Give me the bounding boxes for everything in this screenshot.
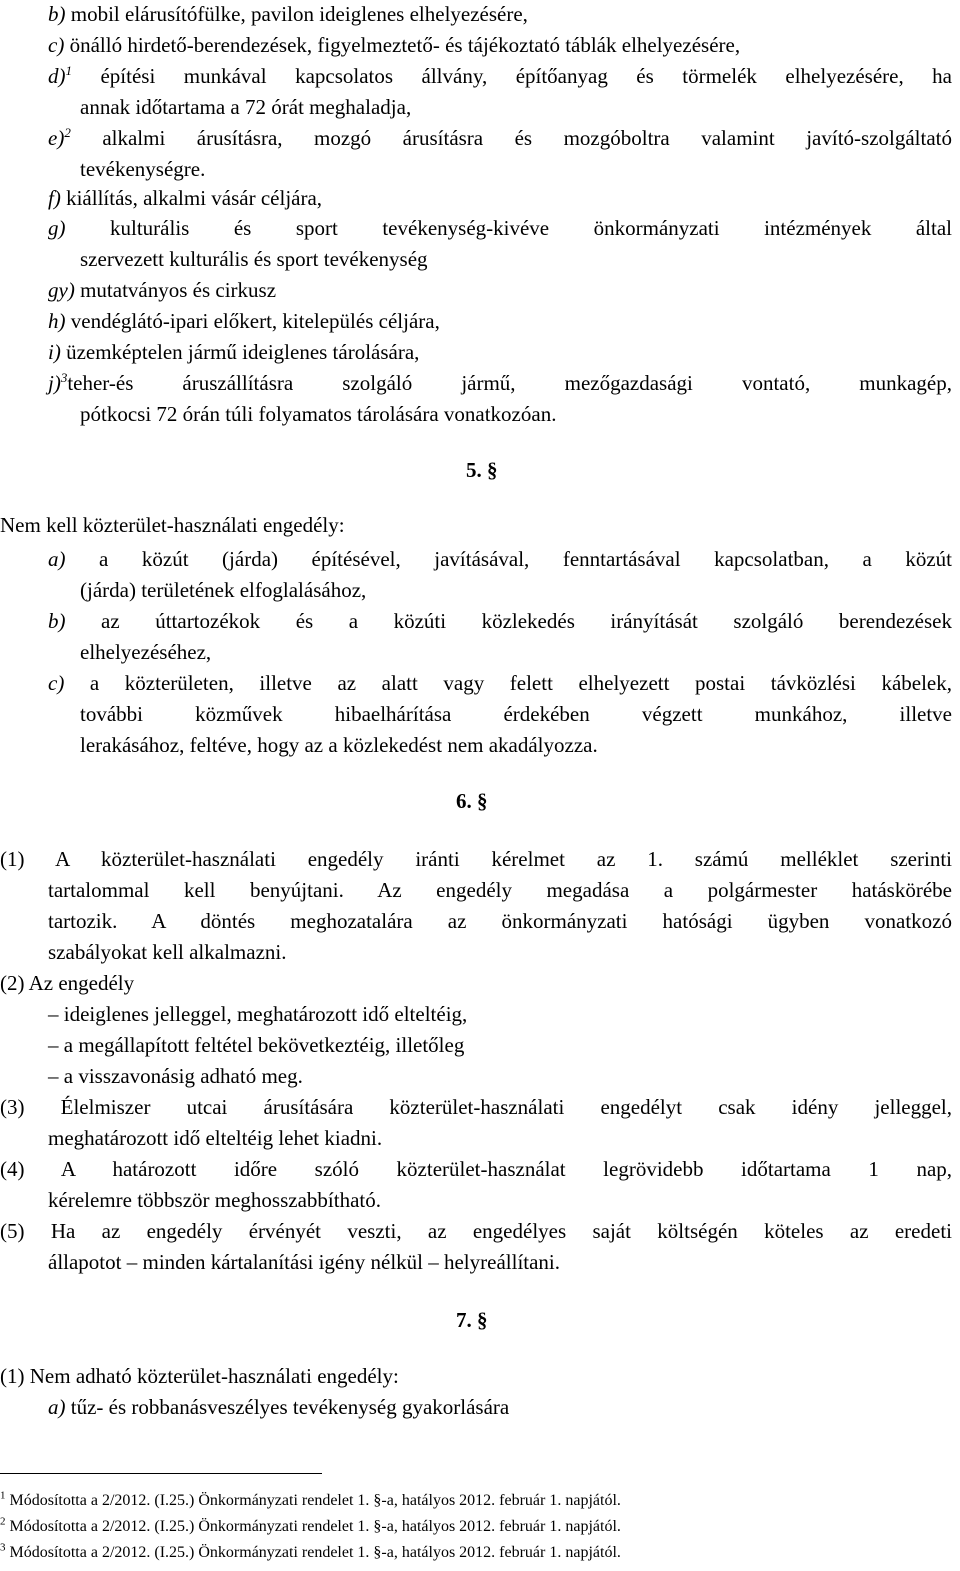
item-label: b) bbox=[48, 609, 66, 633]
item-text: az úttartozékok és a közúti közlekedés irányítását szolgáló berendezések bbox=[101, 609, 953, 633]
section-5-item-b-line2: elhelyezéséhez, bbox=[80, 640, 212, 664]
item-text: önálló hirdető-berendezések, figyelmeztető- és tájékoztató táblák elhelyezésére, bbox=[69, 33, 741, 57]
footnote-text: Módosította a 2/2012. (I.25.) Önkormányzati rendelet 1. §-a, hatályos 2012. február 1. napjától. bbox=[9, 1544, 621, 1561]
para-number: (4) bbox=[0, 1157, 25, 1181]
para-text: A közterület-használati engedély iránti kérelmet az 1. számú melléklet szerinti bbox=[55, 847, 953, 871]
list-item-j-line1 bbox=[48, 370, 952, 395]
list-item-d-line2: annak időtartama a 72 órát meghaladja, bbox=[80, 95, 412, 119]
footnote-number: 3 bbox=[0, 1541, 6, 1554]
item-text: teher-és áruszállításra szolgáló jármű, mezőgazdasági vontató, munkagép, bbox=[67, 371, 952, 395]
footnote-text: Módosította a 2/2012. (I.25.) Önkormányzati rendelet 1. §-a, hatályos 2012. február 1. napjától. bbox=[9, 1492, 621, 1509]
list-item-j-line2: pótkocsi 72 órán túli folyamatos tárolására vonatkozóan. bbox=[80, 402, 557, 426]
para-number: (1) bbox=[0, 847, 25, 871]
item-label: b) bbox=[48, 2, 66, 26]
list-item-f bbox=[48, 188, 322, 209]
item-label: a) bbox=[48, 1395, 66, 1419]
section-5-item-c-line3: lerakásához, feltéve, hogy az a közlekedést nem akadályozza. bbox=[80, 733, 598, 757]
section-5-item-a-line1 bbox=[48, 549, 952, 570]
item-label: gy) bbox=[48, 278, 75, 302]
section-6-para-5-line2: állapotot – minden kártalanítási igény nélkül – helyreállítani. bbox=[48, 1250, 561, 1274]
list-item-h bbox=[48, 311, 440, 332]
footnote-2 bbox=[0, 1515, 621, 1535]
para-number: (5) bbox=[0, 1219, 25, 1243]
item-label: f) bbox=[48, 186, 61, 210]
list-item-e-line2: tevékenységre. bbox=[80, 157, 206, 181]
section-7-heading: 7. § bbox=[456, 1308, 488, 1332]
para-number: (2) bbox=[0, 971, 25, 995]
list-item-g-line1 bbox=[48, 218, 952, 239]
item-text: a közút (járda) építésével, javításával, fenntartásával kapcsolatban, a közút bbox=[99, 547, 952, 571]
item-text: mobil elárusítófülke, pavilon ideiglenes elhelyezésére, bbox=[70, 2, 528, 26]
section-7-item-a bbox=[48, 1397, 509, 1418]
para-number: (1) bbox=[0, 1364, 25, 1388]
footnote-ref: 2 bbox=[64, 125, 71, 140]
item-text: tűz- és robbanásveszélyes tevékenység gyakorlására bbox=[70, 1395, 510, 1419]
footnote-1 bbox=[0, 1489, 621, 1509]
section-6-para-1-line3: tartozik. A döntés meghozatalára az önkormányzati hatósági ügyben vonatkozó bbox=[48, 909, 952, 933]
section-6-para-2 bbox=[0, 973, 134, 994]
section-5-item-a-line2: (járda) területének elfoglalásához, bbox=[80, 578, 367, 602]
list-item-c bbox=[48, 35, 740, 56]
section-5-heading: 5. § bbox=[466, 458, 498, 482]
para-number: (3) bbox=[0, 1095, 25, 1119]
section-6-para-4-line2: kérelemre többször meghosszabbítható. bbox=[48, 1188, 381, 1212]
section-5-intro: Nem kell közterület-használati engedély: bbox=[0, 513, 345, 537]
list-item-e-line1 bbox=[48, 125, 952, 150]
item-text: alkalmi árusításra, mozgó árusításra és mozgóboltra valamint javító-szolgáltató bbox=[102, 126, 952, 150]
footnote-ref: 3 bbox=[60, 370, 68, 385]
para-text: Az engedély bbox=[28, 971, 135, 995]
section-6-para-3-line1 bbox=[0, 1097, 952, 1118]
section-6-para-2-dash-2: – a megállapított feltétel bekövetkeztéig, illetőleg bbox=[48, 1033, 465, 1057]
section-6-para-2-dash-3: – a visszavonásig adható meg. bbox=[48, 1064, 303, 1088]
section-6-para-5-line1 bbox=[0, 1221, 952, 1242]
section-5-item-b-line1 bbox=[48, 611, 952, 632]
list-item-g-line2: szervezett kulturális és sport tevékenység bbox=[80, 247, 428, 271]
list-item-i bbox=[48, 342, 419, 363]
footnote-number: 1 bbox=[0, 1489, 6, 1502]
item-text: vendéglátó-ipari előkert, kitelepülés céljára, bbox=[70, 309, 440, 333]
section-7-para-1 bbox=[0, 1366, 399, 1387]
item-label: a) bbox=[48, 547, 66, 571]
footnote-number: 2 bbox=[0, 1515, 6, 1528]
item-label: h) bbox=[48, 309, 66, 333]
section-6-para-4-line1 bbox=[0, 1159, 952, 1180]
list-item-b bbox=[48, 4, 528, 25]
item-text: üzemképtelen jármű ideiglenes tárolására, bbox=[66, 340, 420, 364]
para-text: Nem adható közterület-használati engedély: bbox=[29, 1364, 399, 1388]
item-label: e) bbox=[48, 126, 65, 150]
para-text: Ha az engedély érvényét veszti, az engedélyes saját költségén köteles az eredeti bbox=[50, 1219, 952, 1243]
section-6-heading: 6. § bbox=[456, 789, 488, 813]
item-text: kulturális és sport tevékenység-kivéve önkormányzati intézmények által bbox=[110, 216, 953, 240]
item-text: építési munkával kapcsolatos állvány, építőanyag és törmelék elhelyezésére, ha bbox=[100, 64, 953, 88]
item-label: c) bbox=[48, 33, 65, 57]
footnote-separator bbox=[0, 1473, 322, 1474]
footnote-text: Módosította a 2/2012. (I.25.) Önkormányzati rendelet 1. §-a, hatályos 2012. február 1. napjától. bbox=[9, 1518, 621, 1535]
list-item-gy bbox=[48, 280, 276, 301]
list-item-d-line1 bbox=[48, 63, 953, 88]
footnote-ref: 1 bbox=[65, 63, 72, 78]
section-6-para-1-line4: szabályokat kell alkalmazni. bbox=[48, 940, 287, 964]
section-6-para-1-line2: tartalommal kell benyújtani. Az engedély megadása a polgármester hatáskörébe bbox=[48, 878, 952, 902]
item-text: kiállítás, alkalmi vásár céljára, bbox=[66, 186, 323, 210]
section-6-para-2-dash-1: – ideiglenes jelleggel, meghatározott idő elteltéig, bbox=[48, 1002, 468, 1026]
para-text: A határozott időre szóló közterület-használat legrövidebb időtartama 1 nap, bbox=[60, 1157, 953, 1181]
item-text: a közterületen, illetve az alatt vagy felett elhelyezett postai távközlési kábelek, bbox=[89, 671, 952, 695]
item-label: i) bbox=[48, 340, 61, 364]
item-label: g) bbox=[48, 216, 66, 240]
section-6-para-1-line1 bbox=[0, 849, 952, 870]
footnote-3 bbox=[0, 1541, 621, 1561]
item-text: mutatványos és cirkusz bbox=[80, 278, 277, 302]
section-5-item-c-line1 bbox=[48, 673, 952, 694]
section-6-para-3-line2: meghatározott idő elteltéig lehet kiadni. bbox=[48, 1126, 383, 1150]
item-label: j) bbox=[48, 371, 61, 395]
para-text: Élelmiszer utcai árusítására közterület-használati engedélyt csak idény jelleggel, bbox=[60, 1095, 953, 1119]
item-label: d) bbox=[48, 64, 66, 88]
item-label: c) bbox=[48, 671, 65, 695]
section-5-item-c-line2: további közművek hibaelhárítása érdekében végzett munkához, illetve bbox=[80, 702, 952, 726]
